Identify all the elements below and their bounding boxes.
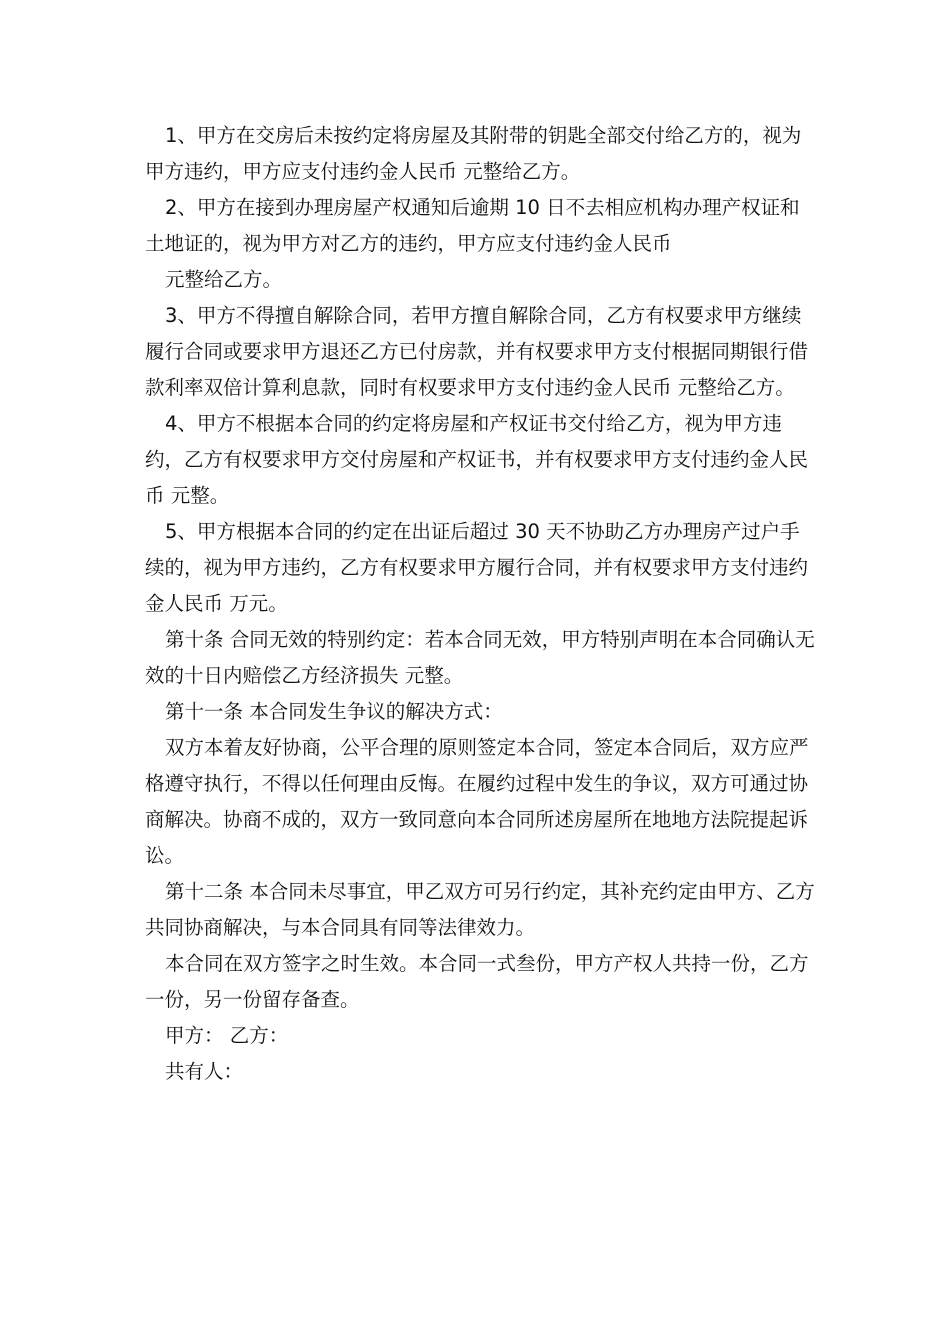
co-owner-line: 共有人： [165, 1060, 244, 1083]
article-12-paragraph: 第十二条 本合同未尽事宜，甲乙双方可另行约定，其补充约定由甲方、乙方共同协商解决，与本合同具有同等法律效力。 [145, 880, 815, 939]
document-page [145, 118, 815, 1090]
clause-3-paragraph: 3、甲方不得擅自解除合同，若甲方擅自解除合同，乙方有权要求甲方继续履行合同或要求甲方退还乙方已付房款，并有权要求甲方支付根据同期银行借款利率双倍计算利息款，同时有权要求甲方支付违约金人民币 元整给乙方。 [145, 304, 809, 399]
effectiveness-paragraph: 本合同在双方签字之时生效。本合同一式叁份，甲方产权人共持一份，乙方一份，另一份留存备查。 [145, 952, 809, 1011]
clause-1-paragraph: 1、甲方在交房后未按约定将房屋及其附带的钥匙全部交付给乙方的，视为甲方违约，甲方应支付违约金人民币 元整给乙方。 [145, 124, 802, 183]
article-11-heading: 第十一条 本合同发生争议的解决方式： [165, 700, 503, 723]
clause-2-continuation: 元整给乙方。 [165, 268, 283, 291]
article-10-paragraph: 第十条 合同无效的特别约定：若本合同无效，甲方特别声明在本合同确认无效的十日内赔偿乙方经济损失 元整。 [145, 628, 815, 687]
clause-4-paragraph: 4、甲方不根据本合同的约定将房屋和产权证书交付给乙方，视为甲方违约，乙方有权要求甲方交付房屋和产权证书，并有权要求甲方支付违约金人民币 元整。 [145, 412, 809, 507]
signature-parties-line: 甲方： 乙方： [165, 1024, 289, 1047]
clause-2-paragraph: 2、甲方在接到办理房屋产权通知后逾期 10 日不去相应机构办理产权证和土地证的，视为甲方对乙方的违约，甲方应支付违约金人民币 [145, 196, 800, 255]
clause-5-paragraph: 5、甲方根据本合同的约定在出证后超过 30 天不协助乙方办理房产过户手续的，视为甲方违约，乙方有权要求甲方履行合同，并有权要求甲方支付违约金人民币 万元。 [145, 520, 809, 615]
article-11-body: 双方本着友好协商，公平合理的原则签定本合同，签定本合同后，双方应严格遵守执行，不得以任何理由反悔。在履约过程中发生的争议，双方可通过协商解决。协商不成的，双方一致同意向本合同所述房屋所在地地方法院提起诉讼。 [145, 736, 809, 867]
